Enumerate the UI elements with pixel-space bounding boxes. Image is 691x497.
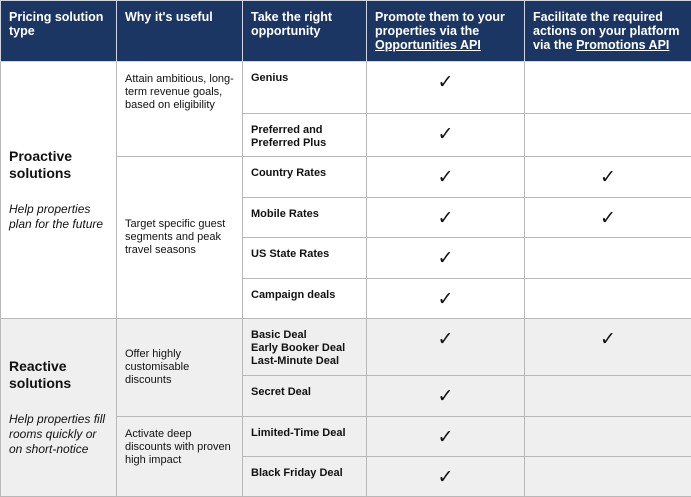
opportunity-cell: Limited-Time Deal [243,417,367,457]
proactive-title: Proactive solutions [9,148,108,182]
promotions-api-check [525,157,691,198]
table-row [1,319,691,376]
checkmark-icon: ✓ [438,289,454,310]
checkmark-icon: ✓ [438,248,454,269]
checkmark-icon: ✓ [600,167,616,188]
checkmark-icon: ✓ [438,208,454,229]
why-cell: Attain ambitious, long-term revenue goals, based on eligibility [117,62,243,157]
opportunities-api-link[interactable]: Opportunities API [375,38,481,52]
table-row [1,62,691,114]
checkmark-icon: ✓ [438,329,454,350]
opportunity-cell: Preferred and Preferred Plus [243,114,367,157]
opportunity-cell: US State Rates [243,238,367,279]
reactive-description: Help properties fill rooms quickly or on short-notice [9,412,108,457]
promotions-api-check [525,457,691,497]
opportunities-api-check [367,238,525,279]
header-take-opportunity: Take the right opportunity [243,1,367,62]
opportunities-api-check [367,319,525,376]
table-header-row [1,1,691,62]
opportunity-cell [243,319,367,376]
opportunities-api-check [367,157,525,198]
promotions-api-check [525,319,691,376]
why-cell: Target specific guest segments and peak travel seasons [117,157,243,319]
checkmark-icon: ✓ [438,167,454,188]
opportunity-cell: Secret Deal [243,376,367,417]
opportunities-api-check [367,114,525,157]
reactive-title: Reactive solutions [9,358,108,392]
checkmark-icon: ✓ [438,386,454,407]
why-cell: Activate deep discounts with proven high impact [117,417,243,497]
opportunity-cell: Mobile Rates [243,198,367,238]
promotions-api-check [525,279,691,319]
promotions-api-check [525,376,691,417]
opportunities-api-check [367,62,525,114]
checkmark-icon: ✓ [600,329,616,350]
promotions-api-check [525,62,691,114]
reactive-solution-cell [1,319,117,497]
checkmark-icon: ✓ [438,427,454,448]
opportunity-line: Last-Minute Deal [251,355,358,368]
promotions-api-check [525,198,691,238]
opportunity-cell: Country Rates [243,157,367,198]
opportunity-cell: Campaign deals [243,279,367,319]
checkmark-icon: ✓ [438,124,454,145]
header-promote-properties: Promote them to your properties via the Opportunities API [367,1,525,62]
opportunity-cell: Genius [243,62,367,114]
checkmark-icon: ✓ [438,72,454,93]
promotions-api-check [525,417,691,457]
header-facilitate-actions: Facilitate the required actions on your platform via the Promotions API [525,1,691,62]
header-pricing-solution-type: Pricing solution type [1,1,117,62]
why-cell: Offer highly customisable discounts [117,319,243,417]
opportunity-line: Basic Deal [251,329,358,342]
promotions-api-link[interactable]: Promotions API [576,38,669,52]
opportunities-api-check [367,279,525,319]
opportunities-api-check [367,376,525,417]
opportunities-api-check [367,417,525,457]
header-why-useful: Why it's useful [117,1,243,62]
opportunities-api-check [367,457,525,497]
promotions-api-check [525,114,691,157]
checkmark-icon: ✓ [438,467,454,488]
opportunity-cell: Black Friday Deal [243,457,367,497]
opportunity-line: Early Booker Deal [251,342,358,355]
opportunities-api-check [367,198,525,238]
proactive-solution-cell [1,62,117,319]
checkmark-icon: ✓ [600,208,616,229]
proactive-description: Help properties plan for the future [9,202,108,232]
promotions-api-check [525,238,691,279]
